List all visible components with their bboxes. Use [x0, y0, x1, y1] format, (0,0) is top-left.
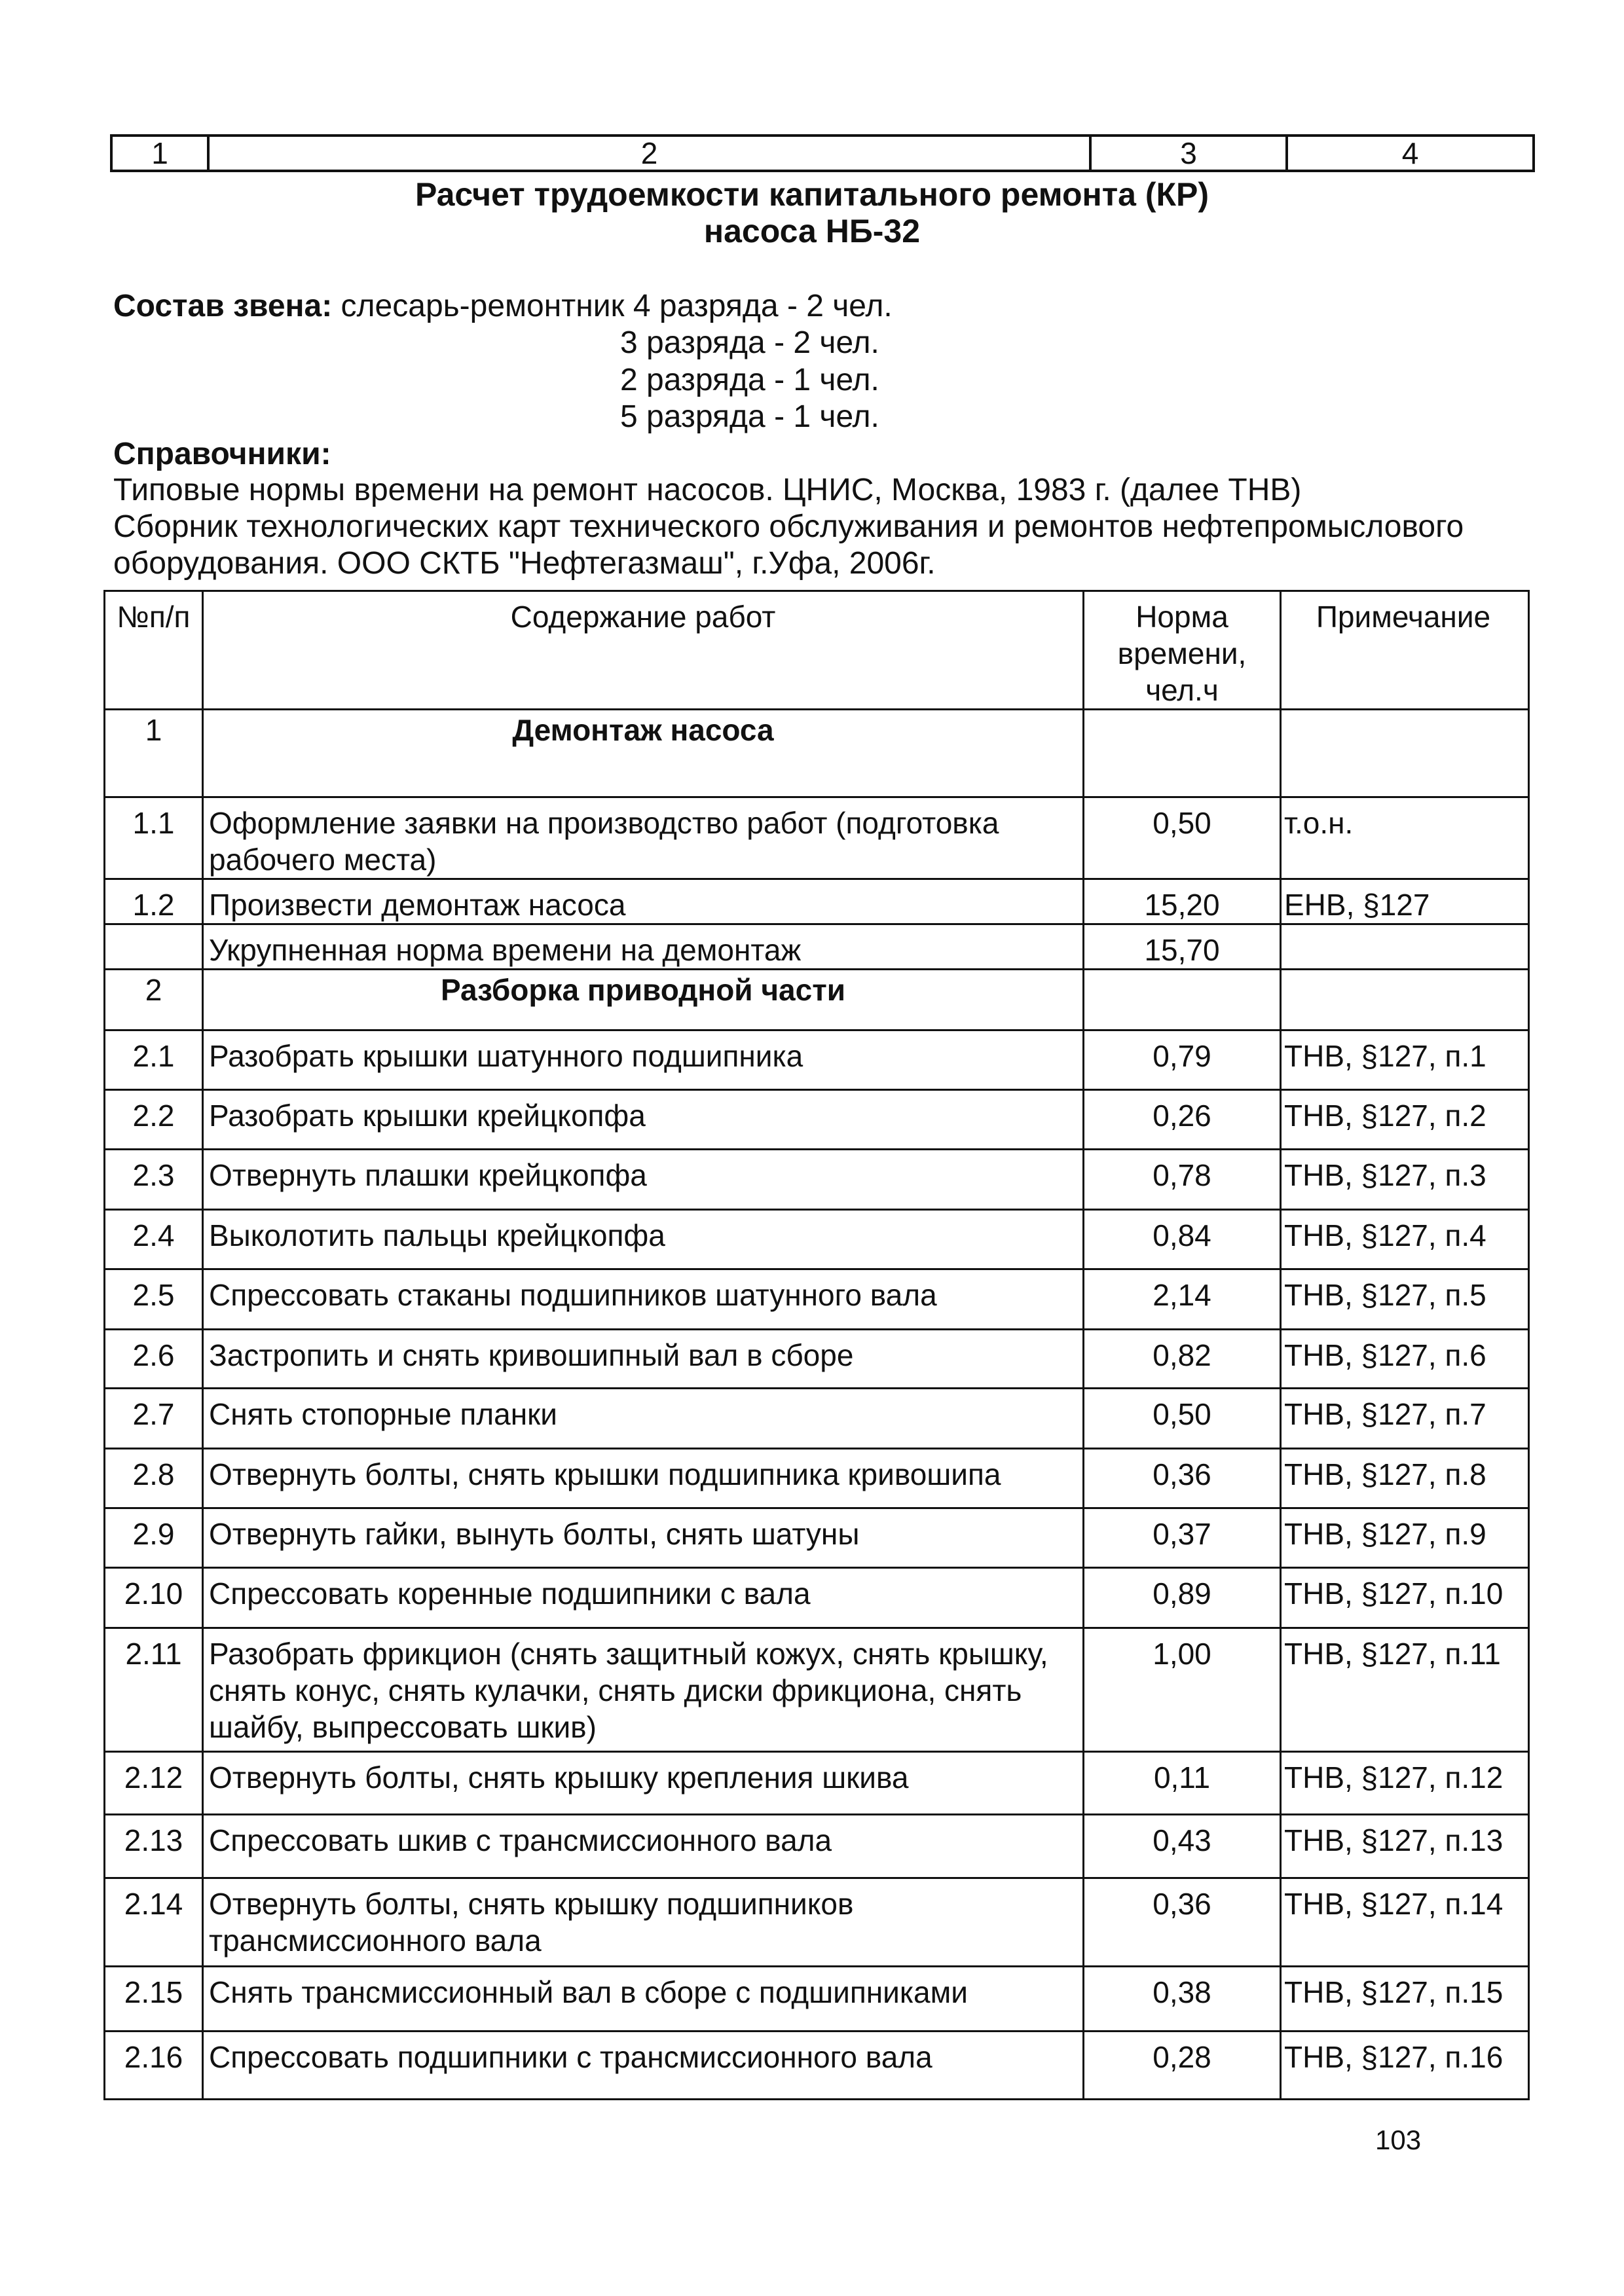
row-work: Демонтаж насоса: [203, 710, 1084, 797]
document-title-line2: насоса НБ-32: [703, 213, 921, 249]
document-title-line1: Расчет трудоемкости капитального ремонта (КР): [415, 176, 1209, 213]
row-norm: 0,50: [1084, 797, 1281, 879]
row-norm: 0,26: [1084, 1090, 1281, 1150]
row-work: Отвернуть болты, снять крышку подшипников трансмиссионного вала: [203, 1878, 1084, 1967]
reference-line-2: Сборник технологических карт технического обслуживания и ремонтов нефтепромыслового: [113, 509, 1464, 544]
row-num: 2.4: [105, 1210, 203, 1269]
row-note: ТНВ, §127, п.9: [1281, 1508, 1529, 1568]
row-num: 2.14: [105, 1878, 203, 1967]
row-work: Снять трансмиссионный вал в сборе с подшипниками: [203, 1967, 1084, 2032]
row-note: [1281, 970, 1529, 1030]
row-work: Укрупненная норма времени на демонтаж: [203, 924, 1084, 970]
row-norm: 15,20: [1084, 879, 1281, 924]
row-num: 2.11: [105, 1628, 203, 1752]
row-work: Застропить и снять кривошипный вал в сборе: [203, 1330, 1084, 1389]
header-note: Примечание: [1281, 591, 1529, 710]
header-norm: [1084, 591, 1281, 710]
crew-label: Состав звена:: [113, 289, 333, 323]
row-num: 2.6: [105, 1330, 203, 1389]
table-row: [105, 924, 1529, 970]
row-work: Спрессовать подшипники с трансмиссионного вала: [203, 2032, 1084, 2100]
table-section-row: [105, 970, 1529, 1030]
column-number-strip: [110, 134, 1535, 172]
table-row: [105, 1815, 1529, 1878]
row-num: 2.10: [105, 1568, 203, 1628]
row-num: 2.12: [105, 1752, 203, 1815]
row-num: 2.5: [105, 1269, 203, 1330]
row-norm: 0,36: [1084, 1878, 1281, 1967]
row-num: 2.16: [105, 2032, 203, 2100]
row-norm: [1084, 710, 1281, 797]
row-work: Спрессовать стаканы подшипников шатунного вала: [203, 1269, 1084, 1330]
table-header-row: [105, 591, 1529, 710]
row-norm: 0,36: [1084, 1449, 1281, 1508]
row-note: ТНВ, §127, п.6: [1281, 1330, 1529, 1389]
row-norm: 1,00: [1084, 1628, 1281, 1752]
header-norm-line3: чел.ч: [1145, 673, 1219, 707]
row-note: ТНВ, §127, п.13: [1281, 1815, 1529, 1878]
row-norm: 15,70: [1084, 924, 1281, 970]
row-num: [105, 924, 203, 970]
row-note: [1281, 710, 1529, 797]
row-note: ТНВ, §127, п.15: [1281, 1967, 1529, 2032]
reference-line-1: Типовые нормы времени на ремонт насосов. ЦНИС, Москва, 1983 г. (далее ТНВ): [113, 473, 1302, 507]
row-num: 2.2: [105, 1090, 203, 1150]
row-note: ТНВ, §127, п.4: [1281, 1210, 1529, 1269]
table-row: [105, 797, 1529, 879]
row-note: ТНВ, §127, п.8: [1281, 1449, 1529, 1508]
row-norm: 0,79: [1084, 1030, 1281, 1090]
header-norm-line2: времени,: [1117, 636, 1247, 670]
crew-line: [113, 288, 893, 324]
table-row: [105, 1389, 1529, 1449]
crew-grade-2: 2 разряда - 1 чел.: [620, 363, 879, 397]
row-norm: 0,84: [1084, 1210, 1281, 1269]
row-norm: 0,50: [1084, 1389, 1281, 1449]
row-num: 2.8: [105, 1449, 203, 1508]
row-work: Отвернуть болты, снять крышку крепления шкива: [203, 1752, 1084, 1815]
row-num: 2.1: [105, 1030, 203, 1090]
column-number-3: 3: [1090, 136, 1287, 171]
row-note: ТНВ, §127, п.10: [1281, 1568, 1529, 1628]
row-note: ТНВ, §127, п.16: [1281, 2032, 1529, 2100]
table-row: [105, 1330, 1529, 1389]
row-norm: 2,14: [1084, 1269, 1281, 1330]
row-work: Разборка приводной части: [203, 970, 1084, 1030]
row-norm: 0,11: [1084, 1752, 1281, 1815]
header-work: Содержание работ: [203, 591, 1084, 710]
row-norm: 0,28: [1084, 2032, 1281, 2100]
row-work: Спрессовать коренные подшипники с вала: [203, 1568, 1084, 1628]
row-work: Отвернуть гайки, вынуть болты, снять шатуны: [203, 1508, 1084, 1568]
row-note: ТНВ, §127, п.2: [1281, 1090, 1529, 1150]
row-work: Отвернуть плашки крейцкопфа: [203, 1150, 1084, 1210]
row-norm: 0,89: [1084, 1568, 1281, 1628]
row-work: Снять стопорные планки: [203, 1389, 1084, 1449]
page-number: 103: [1375, 2124, 1422, 2155]
row-note: ТНВ, §127, п.11: [1281, 1628, 1529, 1752]
crew-grade-3: 3 разряда - 2 чел.: [620, 325, 879, 360]
row-note: ТНВ, §127, п.7: [1281, 1389, 1529, 1449]
crew-grade-5: 5 разряда - 1 чел.: [620, 399, 879, 434]
row-num: 2.3: [105, 1150, 203, 1210]
table-row: [105, 1508, 1529, 1568]
row-note: ТНВ, §127, п.14: [1281, 1878, 1529, 1967]
row-num: 1: [105, 710, 203, 797]
table-row: [105, 1752, 1529, 1815]
table-row: [105, 1210, 1529, 1269]
table-section-row: [105, 710, 1529, 797]
row-norm: 0,82: [1084, 1330, 1281, 1389]
table-row: [105, 879, 1529, 924]
table-row: [105, 1449, 1529, 1508]
row-note: ТНВ, §127, п.12: [1281, 1752, 1529, 1815]
column-number-4: 4: [1287, 136, 1534, 171]
row-work: Спрессовать шкив с трансмиссионного вала: [203, 1815, 1084, 1878]
row-norm: 0,78: [1084, 1150, 1281, 1210]
table-row: [105, 1878, 1529, 1967]
crew-first: слесарь-ремонтник 4 разряда - 2 чел.: [341, 289, 893, 323]
row-norm: 0,37: [1084, 1508, 1281, 1568]
row-work: Разобрать фрикцион (снять защитный кожух, снять крышку, снять конус, снять кулачки, снять диски фрикциона, снять шайбу, выпрессовать шкив): [203, 1628, 1084, 1752]
column-number-1: 1: [111, 136, 208, 171]
row-num: 1.2: [105, 879, 203, 924]
table-row: [105, 1269, 1529, 1330]
row-work: Произвести демонтаж насоса: [203, 879, 1084, 924]
row-note: ТНВ, §127, п.3: [1281, 1150, 1529, 1210]
table-row: [105, 1030, 1529, 1090]
row-norm: 0,43: [1084, 1815, 1281, 1878]
row-norm: [1084, 970, 1281, 1030]
row-num: 2.15: [105, 1967, 203, 2032]
row-note: т.о.н.: [1281, 797, 1529, 879]
row-note: [1281, 924, 1529, 970]
row-note: ЕНВ, §127: [1281, 879, 1529, 924]
table-row: [105, 2032, 1529, 2100]
table-row: [105, 1967, 1529, 2032]
row-work: Разобрать крышки крейцкопфа: [203, 1090, 1084, 1150]
row-num: 2.9: [105, 1508, 203, 1568]
row-note: ТНВ, §127, п.1: [1281, 1030, 1529, 1090]
table-row: [105, 1628, 1529, 1752]
row-num: 2.7: [105, 1389, 203, 1449]
labor-norms-table: [103, 590, 1530, 2100]
header-norm-line1: Норма: [1135, 600, 1228, 634]
row-num: 1.1: [105, 797, 203, 879]
row-note: ТНВ, §127, п.5: [1281, 1269, 1529, 1330]
table-row: [105, 1150, 1529, 1210]
table-row: [105, 1568, 1529, 1628]
row-work: Выколотить пальцы крейцкопфа: [203, 1210, 1084, 1269]
reference-line-3: оборудования. ООО СКТБ "Нефтегазмаш", г.Уфа, 2006г.: [113, 546, 936, 581]
row-work: Оформление заявки на производство работ (подготовка рабочего места): [203, 797, 1084, 879]
row-work: Отвернуть болты, снять крышки подшипника кривошипа: [203, 1449, 1084, 1508]
row-norm: 0,38: [1084, 1967, 1281, 2032]
references-label: Справочники:: [113, 437, 331, 471]
table-row: [105, 1090, 1529, 1150]
header-num: №п/п: [105, 591, 203, 710]
row-num: 2: [105, 970, 203, 1030]
column-number-2: 2: [208, 136, 1090, 171]
row-num: 2.13: [105, 1815, 203, 1878]
row-work: Разобрать крышки шатунного подшипника: [203, 1030, 1084, 1090]
